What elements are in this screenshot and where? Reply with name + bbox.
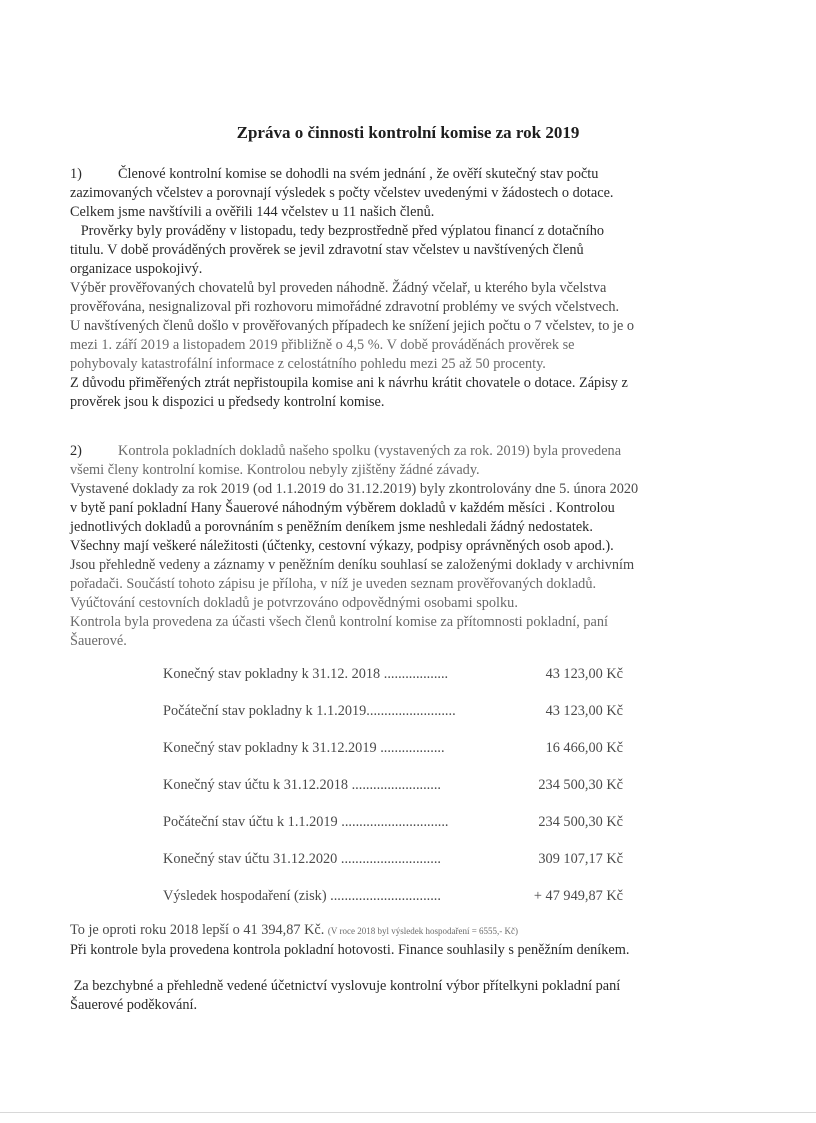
ledger-value: 43 123,00 Kč: [545, 703, 623, 719]
ledger-row: [163, 812, 623, 849]
document-title: Zpráva o činnosti kontrolní komise za rok 2019: [236, 123, 580, 142]
ledger-row: [163, 738, 623, 775]
thanks-line: Šauerové poděkování.: [70, 997, 198, 1013]
ledger-label: Konečný stav účtu 31.12.2020 ............................: [163, 851, 441, 867]
section-2: [70, 442, 720, 651]
thanks-line: Za bezchybné a přehledně vedené účetnictví vyslovuje kontrolní výbor přítelkyni pokladní paní: [70, 978, 621, 994]
paragraph-line: Vyúčtování cestovních dokladů je potvrzováno odpovědnými osobami spolku.: [70, 595, 518, 611]
ledger-label: Počáteční stav pokladny k 1.1.2019.........................: [163, 703, 456, 719]
ledger-label: Konečný stav pokladny k 31.12. 2018 ..................: [163, 666, 449, 682]
paragraph-line: pohybovaly katastrofální informace z celostátního pohledu mezi 25 až 50 procenty.: [70, 356, 546, 372]
paragraph-line: prověřována, nesignalizoval při rozhovoru mimořádné zdravotní problémy ve svých včelstvech.: [70, 299, 620, 315]
ledger-row: [163, 849, 623, 886]
paragraph-line: pořadači. Součástí tohoto zápisu je příloha, v níž je uveden seznam prověřovaných dokladů.: [70, 576, 597, 592]
ledger-value: + 47 949,87 Kč: [533, 888, 623, 904]
paragraph-line: Šauerové.: [70, 633, 127, 649]
section-1-first-line: 1) Členové kontrolní komise se dohodli na svém jednání , že ověří skutečný stav počtu: [70, 166, 599, 182]
ledger-label: Výsledek hospodaření (zisk) ...............................: [163, 888, 441, 904]
section-number: 1): [70, 166, 82, 182]
paragraph-line: Kontrola byla provedena za účasti všech členů kontrolní komise za přítomnosti pokladní, paní: [70, 614, 608, 630]
paragraph-line: prověrek jsou k dispozici u předsedy kontrolní komise.: [70, 394, 385, 410]
ledger-table: [163, 664, 623, 923]
ledger-row: [163, 701, 623, 738]
ledger-row: [163, 886, 623, 923]
thanks-section: [70, 977, 720, 1015]
ledger-label: Konečný stav pokladny k 31.12.2019 ..................: [163, 740, 445, 756]
ledger-value: 234 500,30 Kč: [538, 814, 623, 830]
ledger-row: [163, 664, 623, 701]
page-edge-divider: [0, 1112, 816, 1113]
comparison-note: (V roce 2018 byl výsledek hospodaření = 6555,- Kč): [327, 926, 519, 936]
paragraph-line: Vystavené doklady za rok 2019 (od 1.1.2019 do 31.12.2019) byly zkontrolovány dne 5. února 2020: [70, 481, 639, 497]
section-1: [70, 165, 720, 412]
paragraph-line: zazimovaných včelstev a porovnají výsledek s počty včelstev uvedenými v žádostech o dotace.: [70, 185, 614, 201]
ledger-label: Počáteční stav účtu k 1.1.2019 ..............................: [163, 814, 449, 830]
paragraph-line: organizace uspokojivý.: [70, 261, 203, 277]
paragraph-line: Všechny mají veškeré náležitosti (účtenky, cestovní výkazy, podpisy oprávněných osob apod.).: [70, 538, 614, 554]
paragraph-line: mezi 1. září 2019 a listopadem 2019 přibližně o 4,5 %. V době prováděnách prověrek se: [70, 337, 575, 353]
ledger-value: 234 500,30 Kč: [538, 777, 623, 793]
comparison-line: To je oproti roku 2018 lepší o 41 394,87 Kč. (V roce 2018 byl výsledek hospodaření = 6555,- Kč): [70, 922, 519, 938]
paragraph-line: Prověrky byly prováděny v listopadu, tedy bezprostředně před výplatou financí z dotačního: [70, 223, 605, 239]
cash-check-line: Při kontrole byla provedena kontrola pokladní hotovosti. Finance souhlasily s peněžním deníkem.: [70, 942, 630, 958]
paragraph-line: jednotlivých dokladů a porovnáním s peněžním deníkem jsme neshledali žádný nedostatek.: [70, 519, 593, 535]
ledger-row: [163, 775, 623, 812]
paragraph-line: Celkem jsme navštívili a ověřili 144 včelstev u 11 našich členů.: [70, 204, 435, 220]
paragraph-line: Jsou přehledně vedeny a záznamy v peněžním deníku souhlasí se založenými doklady v archivním: [70, 557, 635, 573]
section-number: 2): [70, 443, 82, 459]
paragraph-line: Z důvodu přiměřených ztrát nepřistoupila komise ani k návrhu krátit chovatele o dotace. Zápisy z: [70, 375, 628, 391]
paragraph-line: Výběr prověřovaných chovatelů byl proveden náhodně. Žádný včelař, u kterého byla včelstva: [70, 280, 607, 296]
ledger-value: 43 123,00 Kč: [545, 666, 623, 682]
paragraph-line: v bytě paní pokladní Hany Šauerové náhodným výběrem dokladů v každém měsíci . Kontrolou: [70, 500, 615, 516]
ledger-value: 16 466,00 Kč: [545, 740, 623, 756]
paragraph-line: titulu. V době prováděných prověrek se jevil zdravotní stav včelstev u navštívených členů: [70, 242, 584, 258]
closing-section: [70, 921, 720, 960]
section-2-first-line: 2) Kontrola pokladních dokladů našeho spolku (vystavených za rok. 2019) byla provedena: [70, 443, 622, 459]
paragraph-line: U navštívených členů došlo v prověřovaných případech ke snížení jejich počtu o 7 včelstev, to je o: [70, 318, 635, 334]
paragraph-line: všemi členy kontrolní komise. Kontrolou nebyly zjištěny žádné závady.: [70, 462, 480, 478]
ledger-label: Konečný stav účtu k 31.12.2018 .........................: [163, 777, 441, 793]
ledger-value: 309 107,17 Kč: [538, 851, 623, 867]
